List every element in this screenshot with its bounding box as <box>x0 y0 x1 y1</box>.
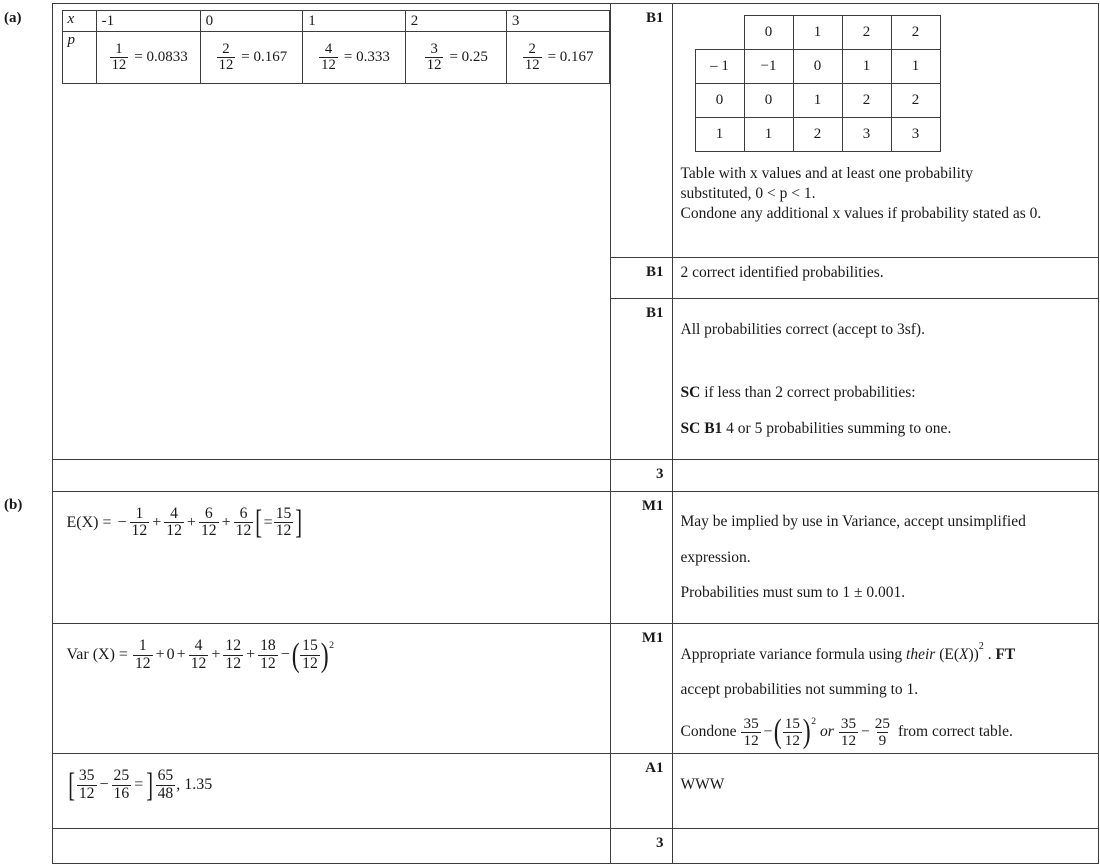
fraction: $\frac{6}{12}$ <box>200 504 217 540</box>
sample-space-grid <box>695 15 941 152</box>
notes-line: May be implied by use in Variance, accept unsimplified <box>680 513 1026 531</box>
fraction: $\frac{1}{12}$ <box>131 504 148 540</box>
operator: + <box>176 646 186 664</box>
dist-x-value: -1 <box>96 11 200 32</box>
notes-cell <box>672 299 1098 460</box>
fraction: $\frac{15}{12}$ <box>302 637 318 672</box>
operator: − <box>117 513 127 531</box>
notes-cell <box>672 624 1098 754</box>
question-part-label-b: (b) <box>0 491 52 828</box>
table-row <box>695 16 940 50</box>
part-a-total-mark: 3 <box>610 459 672 491</box>
fraction: $\frac{6}{12}$ <box>235 504 252 540</box>
empty-part-cell <box>0 829 52 864</box>
dist-x-value: 2 <box>405 11 506 32</box>
notes-line: accept probabilities not summing to 1. <box>680 681 919 699</box>
notes-line-www: WWW <box>680 775 725 793</box>
notes-text <box>681 152 1092 223</box>
grid-cell: 0 <box>744 84 793 118</box>
empty-part-cell <box>0 459 52 491</box>
grid-cell: 1 <box>891 50 940 84</box>
question-part-label-a: (a) <box>0 4 52 460</box>
fraction: $\frac{35}{12}$ <box>78 767 95 802</box>
condone-prefix: Condone <box>680 723 737 741</box>
bracket-open-icon: [ <box>255 504 263 542</box>
grid-empty-corner <box>695 16 744 50</box>
working-cell-ex <box>52 491 610 623</box>
bracket-close-icon: ] <box>146 766 154 804</box>
grid-cell: 1 <box>744 118 793 152</box>
mark-scheme-table <box>0 3 1099 864</box>
grid-cell: 2 <box>891 84 940 118</box>
grid-cell: −1 <box>744 50 793 84</box>
dist-x-value: 1 <box>303 11 406 32</box>
grid-cell: 2 <box>842 84 891 118</box>
paren-close-icon: ) <box>320 636 329 674</box>
notes-line: Probabilities must sum to 1 ± 0.001. <box>680 584 906 602</box>
notes-line-variance: Appropriate variance formula using their $(E(X))^2$ . FT <box>680 640 1016 664</box>
bracket-close-icon: ] <box>295 504 303 542</box>
fraction: $\frac{15}{12}$ <box>275 504 292 540</box>
operator: + <box>221 513 231 531</box>
plain-term: 0 <box>166 646 175 664</box>
equals-sign: = <box>134 776 144 794</box>
grid-row-label: – 1 <box>695 50 744 84</box>
dist-p-value <box>200 32 303 84</box>
fraction: $\frac{4}{12}$ <box>321 40 336 73</box>
paren-open-icon: ( <box>774 713 783 751</box>
probability-distribution-table <box>62 10 610 84</box>
fraction: $\frac{3}{12}$ <box>426 40 442 73</box>
probability-distribution-table-wrap <box>53 4 610 84</box>
empty-notes-cell <box>672 459 1098 491</box>
table-row <box>0 754 1098 829</box>
working-cell-a <box>52 4 610 460</box>
dist-p-value <box>96 32 200 84</box>
grid-cell: 0 <box>793 50 842 84</box>
mark-code-b1: B1 <box>610 4 672 258</box>
empty-working-cell <box>52 459 610 491</box>
spacer <box>681 355 1092 368</box>
working-cell-var <box>52 624 610 754</box>
operator: + <box>211 646 221 664</box>
notes-line: expression. <box>680 548 751 566</box>
table-row <box>0 491 1098 623</box>
mark-code-a1: A1 <box>610 754 672 829</box>
fraction: $\frac{4}{12}$ <box>190 637 207 672</box>
operator: + <box>152 513 162 531</box>
grid-row-label: 0 <box>695 84 744 118</box>
notes-cell <box>672 491 1098 623</box>
grid-cell: 2 <box>793 118 842 152</box>
table-row <box>695 84 940 118</box>
grid-header-cell: 1 <box>793 16 842 50</box>
decimal-value: = 0.25 <box>449 49 488 65</box>
empty-notes-cell <box>672 829 1098 864</box>
notes-line: Table with x values and at least one probability <box>680 165 973 182</box>
grid-header-cell: 2 <box>891 16 940 50</box>
notes-line-sc: SC if less than 2 correct probabilities: <box>680 384 916 402</box>
notes-line: substituted, 0 < p < 1. <box>680 184 816 202</box>
decimal-value: = 0.167 <box>547 49 594 65</box>
or-word: or <box>820 723 834 741</box>
fraction: $\frac{65}{48}$ <box>157 767 174 802</box>
fraction: $\frac{35}{12}$ <box>743 714 759 749</box>
condone-suffix: from correct table. <box>897 723 1013 741</box>
notes-line: Condone any additional x values if probability stated as 0. <box>680 204 1042 222</box>
fraction: $\frac{18}{12}$ <box>260 637 276 672</box>
operator: − <box>280 646 290 664</box>
fraction: $\frac{1}{12}$ <box>111 40 127 73</box>
operator: − <box>99 776 109 794</box>
fraction: $\frac{4}{12}$ <box>166 504 182 540</box>
decimal-value: = 0.333 <box>343 49 390 65</box>
fraction: $\frac{25}{9}$ <box>874 714 890 749</box>
operator: − <box>861 723 870 741</box>
dist-x-value: 3 <box>506 11 609 32</box>
mark-code-b1: B1 <box>610 258 672 299</box>
dist-row-label-x: x <box>62 11 96 32</box>
fraction: $\frac{25}{16}$ <box>113 767 130 802</box>
formula-lead: Var (X) = <box>66 646 128 664</box>
paren-open-icon: ( <box>291 636 300 674</box>
bracket-open-icon: [ <box>67 766 75 804</box>
fraction: $\frac{15}{12}$ <box>784 714 800 749</box>
dist-row-label-p: p <box>62 32 96 84</box>
exponent: 2 <box>811 715 817 727</box>
fraction: $\frac{35}{12}$ <box>840 714 857 749</box>
dist-p-row <box>62 32 609 84</box>
operator: + <box>246 646 256 664</box>
mark-code-m1: M1 <box>610 624 672 754</box>
fraction: $\frac{2}{12}$ <box>218 40 234 73</box>
grid-row-label: 1 <box>695 118 744 152</box>
dist-x-row <box>62 11 609 32</box>
formula-lead: E(X) = <box>66 513 112 531</box>
part-b-total-mark: 3 <box>610 829 672 864</box>
grid-header-cell: 0 <box>744 16 793 50</box>
notes-line: All probabilities correct (accept to 3sf). <box>680 320 925 338</box>
table-row-total-b <box>0 829 1098 864</box>
grid-cell: 1 <box>793 84 842 118</box>
operator: − <box>763 723 773 741</box>
dist-p-value <box>303 32 406 84</box>
paren-close-icon: ) <box>802 713 811 751</box>
mark-code-b1: B1 <box>610 299 672 460</box>
fraction: $\frac{2}{12}$ <box>524 40 540 73</box>
equals-sign: = <box>263 513 273 531</box>
dist-p-value <box>506 32 609 84</box>
notes-line-sc-b1: SC B1 4 or 5 probabilities summing to one. <box>680 419 952 437</box>
grid-header-cell: 2 <box>842 16 891 50</box>
notes-cell <box>672 754 1098 829</box>
table-row <box>695 50 940 84</box>
sample-space-grid-wrap <box>681 9 1092 152</box>
variance-formula <box>53 624 610 672</box>
operator: + <box>186 513 196 531</box>
fraction: $\frac{1}{12}$ <box>134 637 151 672</box>
dist-p-value <box>405 32 506 84</box>
working-cell-answer <box>52 754 610 829</box>
notes-cell <box>672 4 1098 258</box>
decimal-value: = 0.0833 <box>134 49 188 65</box>
grid-cell: 3 <box>891 118 940 152</box>
table-row <box>695 118 940 152</box>
grid-cell: 3 <box>842 118 891 152</box>
operator: + <box>155 646 165 664</box>
table-row <box>0 4 1098 258</box>
final-answer-expression <box>53 754 610 802</box>
exponent: 2 <box>329 639 335 651</box>
decimal-value: = 0.167 <box>241 49 288 65</box>
expectation-formula <box>53 492 610 540</box>
empty-working-cell <box>52 829 610 864</box>
notes-cell <box>672 258 1098 299</box>
fraction: $\frac{12}{12}$ <box>225 637 242 672</box>
grid-cell: 1 <box>842 50 891 84</box>
table-row <box>0 624 1098 754</box>
mark-code-m1: M1 <box>610 491 672 623</box>
dist-x-value: 0 <box>200 11 303 32</box>
decimal-answer: , 1.35 <box>176 776 213 794</box>
notes-line: 2 correct identified probabilities. <box>680 264 884 281</box>
table-row-total-a <box>0 459 1098 491</box>
condone-line <box>680 713 1092 751</box>
